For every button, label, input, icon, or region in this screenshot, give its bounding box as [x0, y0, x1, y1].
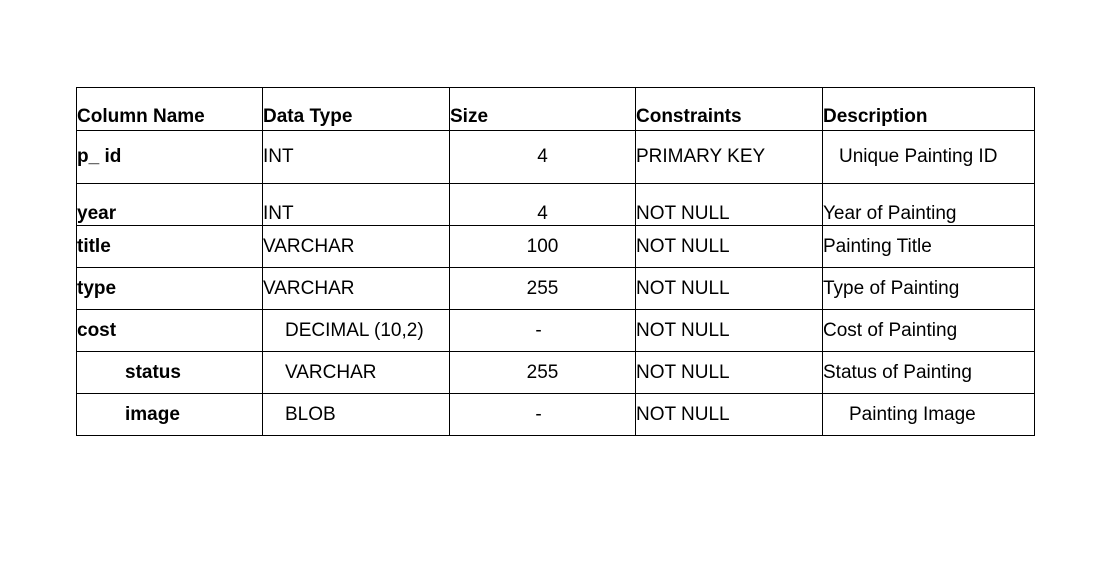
cell-size: 255 [450, 352, 636, 394]
cell-column-name: image [77, 394, 263, 436]
table-row [77, 352, 1035, 394]
table-row [77, 184, 1035, 226]
header-constraints: Constraints [636, 88, 823, 131]
cell-column-name: type [77, 268, 263, 310]
cell-description: Type of Painting [823, 268, 1035, 310]
cell-description: Unique Painting ID [823, 131, 1035, 184]
table-row [77, 268, 1035, 310]
cell-size: 255 [450, 268, 636, 310]
table-row [77, 310, 1035, 352]
cell-size: 4 [450, 131, 636, 184]
cell-constraints: NOT NULL [636, 268, 823, 310]
header-column-name: Column Name [77, 88, 263, 131]
cell-description: Painting Image [823, 394, 1035, 436]
cell-description: Painting Title [823, 226, 1035, 268]
cell-constraints: NOT NULL [636, 394, 823, 436]
cell-constraints: PRIMARY KEY [636, 131, 823, 184]
cell-size: 4 [450, 184, 636, 226]
cell-column-name: title [77, 226, 263, 268]
cell-column-name: cost [77, 310, 263, 352]
cell-description: Cost of Painting [823, 310, 1035, 352]
cell-data-type: VARCHAR [263, 268, 450, 310]
cell-constraints: NOT NULL [636, 184, 823, 226]
cell-data-type: INT [263, 184, 450, 226]
cell-data-type: INT [263, 131, 450, 184]
header-data-type: Data Type [263, 88, 450, 131]
cell-constraints: NOT NULL [636, 226, 823, 268]
table-row [77, 394, 1035, 436]
cell-data-type: BLOB [263, 394, 450, 436]
schema-table [76, 87, 1035, 436]
cell-constraints: NOT NULL [636, 310, 823, 352]
cell-column-name: status [77, 352, 263, 394]
cell-size: - [450, 310, 636, 352]
cell-description: Year of Painting [823, 184, 1035, 226]
cell-column-name: p_ id [77, 131, 263, 184]
cell-description: Status of Painting [823, 352, 1035, 394]
cell-column-name: year [77, 184, 263, 226]
header-size: Size [450, 88, 636, 131]
table-row [77, 131, 1035, 184]
cell-data-type: VARCHAR [263, 226, 450, 268]
cell-data-type: VARCHAR [263, 352, 450, 394]
cell-size: 100 [450, 226, 636, 268]
cell-data-type: DECIMAL (10,2) [263, 310, 450, 352]
table-header-row [77, 88, 1035, 131]
cell-constraints: NOT NULL [636, 352, 823, 394]
header-description: Description [823, 88, 1035, 131]
table-row [77, 226, 1035, 268]
cell-size: - [450, 394, 636, 436]
